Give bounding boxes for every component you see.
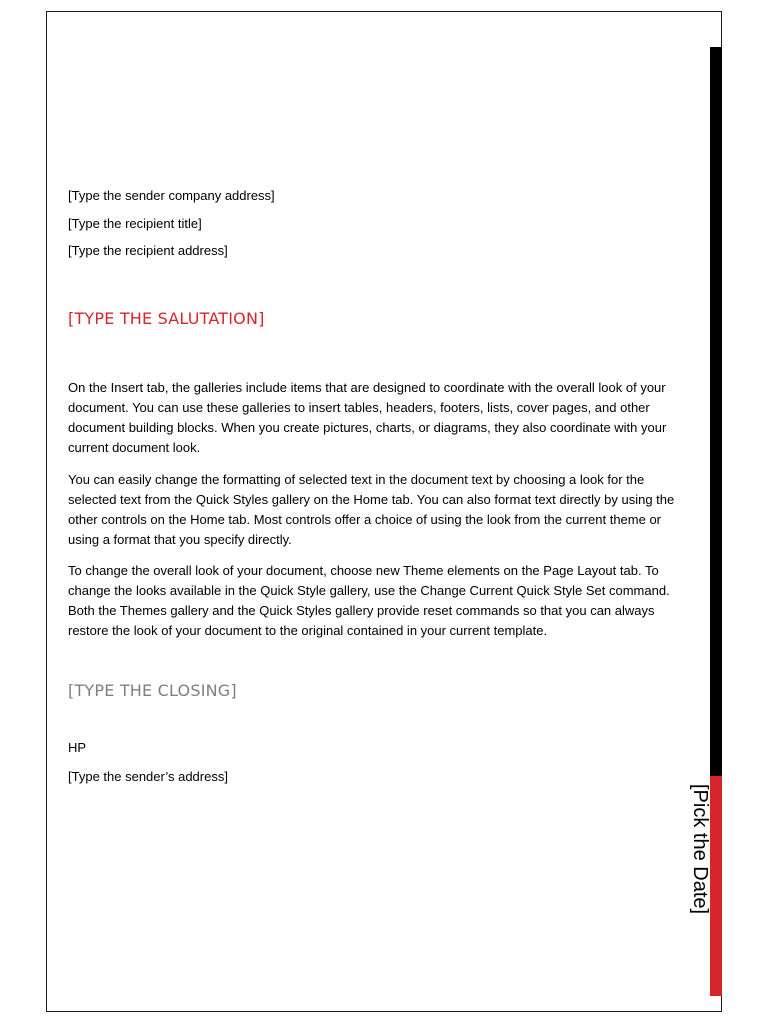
sender-name: HP bbox=[68, 740, 87, 755]
recipient-address[interactable]: [Type the recipient address] bbox=[68, 243, 228, 258]
body-paragraph-3: To change the overall look of your document, choose new Theme elements on the Page Layout tab. To change the looks available in the Quick Style gallery, use the Change Current Quick Style Set command. Both the Themes gallery and the Quick Styles gallery provide reset commands so that you can always restore the look of your document to the original contained in your current template. bbox=[68, 563, 670, 638]
body-paragraph-2: You can easily change the formatting of selected text in the document text by choosing a look for the selected text from the Quick Styles gallery on the Home tab. You can also format text directly by using the other controls on the Home tab. Most controls offer a choice of using the look from the current theme or using a format that you specify directly. bbox=[68, 472, 675, 547]
body-paragraph-1: On the Insert tab, the galleries include items that are designed to coordinate with the overall look of your document. You can use these galleries to insert tables, headers, footers, lists, cover pages, and other document building blocks. When you create pictures, charts, or diagrams, they also coordinate with your current document look. bbox=[68, 380, 667, 455]
sidebar-bar-black bbox=[710, 47, 722, 776]
sender-address[interactable]: [Type the sender’s address] bbox=[68, 769, 228, 784]
salutation-heading[interactable]: [TYPE THE SALUTATION] bbox=[68, 309, 265, 328]
sender-company-address[interactable]: [Type the sender company address] bbox=[68, 188, 275, 203]
recipient-title[interactable]: [Type the recipient title] bbox=[68, 216, 202, 231]
date-placeholder[interactable]: [Pick the Date] bbox=[689, 784, 711, 915]
closing-heading[interactable]: [TYPE THE CLOSING] bbox=[68, 681, 237, 700]
